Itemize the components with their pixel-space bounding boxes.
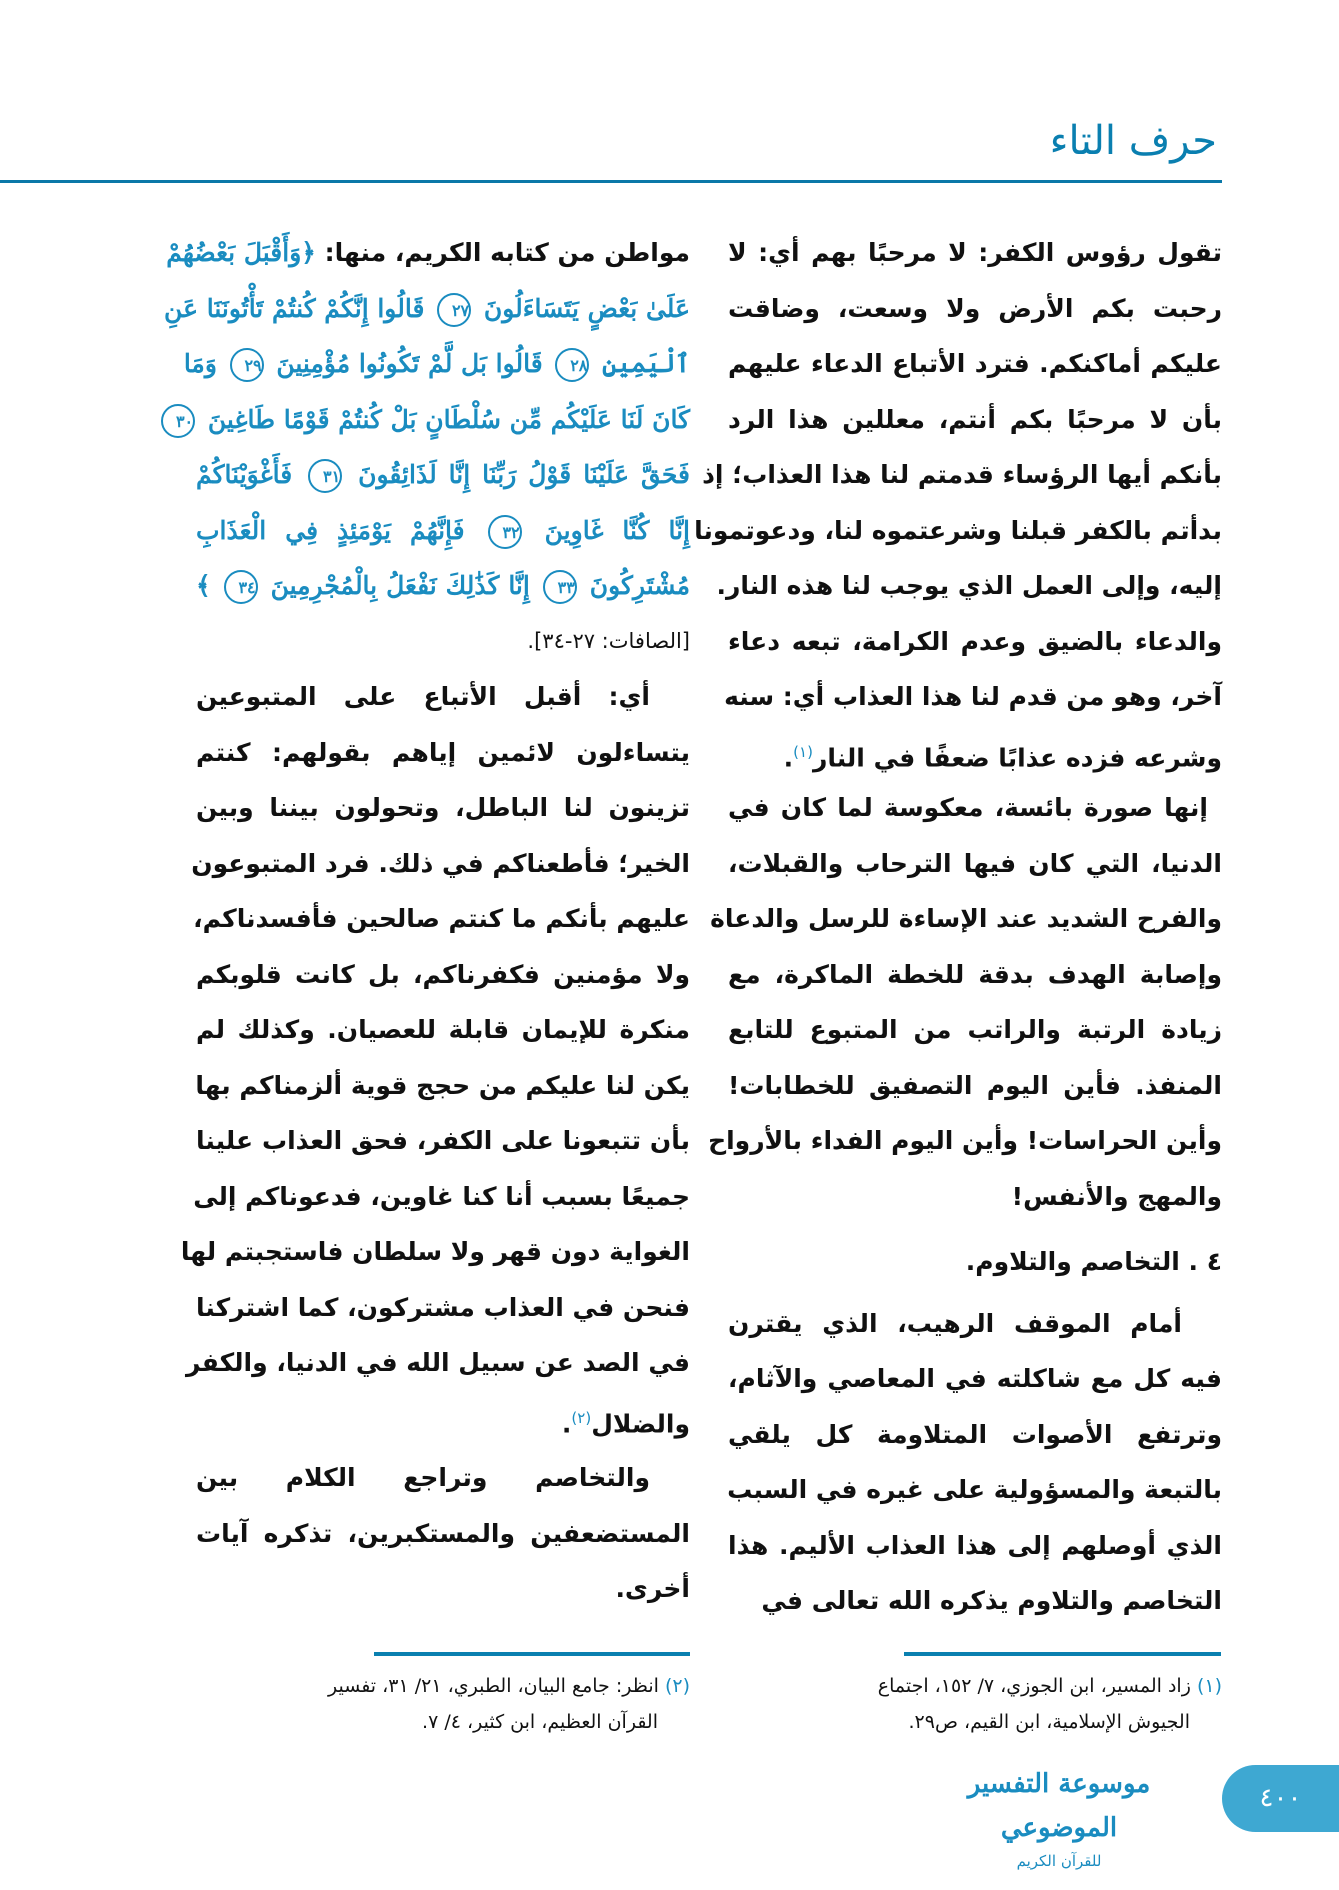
text-line (196, 1058, 690, 1114)
line-text: وشرعه فزده عذابًا ضعفًا في النار (812, 742, 1222, 772)
paragraph (708, 780, 1222, 1224)
text-line (702, 447, 1222, 503)
line-text: المستضعفين والمستكبرين، تذكره آيات (196, 1518, 690, 1548)
line-text: والتخاصم وتراجع الكلام بين (196, 1463, 650, 1492)
text-line (710, 891, 1222, 947)
line-text: تقول رؤوس الكفر: لا مرحبًا بهم أي: لا (728, 238, 1222, 267)
line-text: ولا مؤمنين فكفرناكم، بل كانت قلوبكم (196, 959, 690, 989)
text-line (694, 503, 1222, 559)
line-text: أخرى. (615, 1574, 690, 1603)
line-text: وترتفع الأصوات المتلاومة كل يلقي (728, 1419, 1222, 1449)
encyclopedia-logo (934, 1762, 1184, 1870)
text-line (191, 836, 690, 892)
text-line (196, 1002, 690, 1058)
paragraph (694, 225, 1222, 780)
line-text: أمام الموقف الرهيب، الذي يقترن (728, 1308, 1182, 1338)
verse-number-icon: ٣٠ (161, 404, 195, 438)
text-line (708, 1113, 1222, 1169)
text-line (196, 669, 690, 725)
quran-text: وَمَا (183, 349, 217, 378)
text-line (728, 836, 1222, 892)
verse-number-icon: ٣٢ (488, 515, 522, 549)
intro-text: مواطن من كتابه الكريم، منها: (315, 238, 690, 267)
line-text: وأين الحراسات! وأين اليوم الفداء بالأرواح (708, 1126, 1222, 1155)
line-text: عليهم بأنكم ما كنتم صالحين فأفسدناكم، (193, 904, 690, 933)
line-text: آخر، وهو من قدم لنا هذا العذاب أي: سنه (724, 682, 1222, 711)
text-line (728, 947, 1222, 1003)
line-text: رحبت بكم الأرض ولا وسعت، وضاقت (728, 293, 1222, 323)
text-line (196, 780, 690, 836)
text-line (196, 725, 690, 781)
text-line (716, 558, 1222, 614)
footnote-marker: (٢) (571, 1408, 592, 1427)
footnote-number: (١) (1196, 1675, 1222, 1697)
text-line (728, 1002, 1222, 1058)
quran-text: قَالُوا إِنَّكُمْ كُنتُمْ تَأْتُونَنَا عَنِ (164, 293, 425, 323)
line-text: والضلال (591, 1408, 690, 1438)
text-line (728, 614, 1222, 670)
footnote-divider (374, 1652, 690, 1656)
line-text: والفرح الشديد عند الإساءة للرسل والدعاة (710, 904, 1222, 933)
text-line (728, 1462, 1222, 1518)
verse-number-icon: ٣٤ (224, 570, 258, 604)
line-text: الغواية دون قهر ولا سلطان فاستجبتم لها (180, 1237, 690, 1266)
footnote-text: الجيوش الإسلامية، ابن القيم، ص٢٩. (908, 1711, 1190, 1733)
verse-number-icon: ٢٨ (555, 348, 589, 382)
line-text: والدعاء بالضيق وعدم الكرامة، تبعه دعاء (728, 626, 1222, 656)
text-line (728, 281, 1222, 337)
quran-text: مُشْتَرِكُونَ (589, 571, 690, 600)
text-line (728, 1407, 1222, 1463)
line-text: التخاصم والتلاوم يذكره الله تعالى في (761, 1586, 1222, 1615)
verse-number-icon: ٢٩ (230, 348, 264, 382)
text-line (728, 780, 1222, 836)
line-text: زيادة الرتبة والراتب من المتبوع للتابع (728, 1015, 1222, 1044)
quran-line (175, 392, 690, 448)
quran-text: ٱلْيَمِينِ (602, 349, 690, 378)
quran-text: قَالُوا بَل لَّمْ تَكُونُوا مُؤْمِنِينَ (276, 349, 543, 378)
quran-text: ﴾ (196, 571, 211, 600)
quran-text: فَحَقَّ عَلَيْنَا قَوْلُ رَبِّنَا إِنَّا لَذَائِقُونَ (358, 460, 690, 489)
text-line (724, 669, 1222, 725)
text-line (196, 1506, 690, 1562)
line-text: جميعًا بسبب أنا كنا غاوين، فدعوناكم إلى (193, 1181, 690, 1211)
line-text: والمهج والأنفس! (1011, 1181, 1222, 1211)
paragraph (180, 669, 690, 1446)
quran-line (196, 558, 690, 614)
quran-line (196, 503, 690, 559)
text-line (728, 1351, 1222, 1407)
right-column (694, 225, 1222, 1629)
punctuation: . (561, 1408, 572, 1438)
quran-line (196, 447, 690, 503)
footnote-divider (904, 1652, 1221, 1656)
quran-text: كَانَ لَنَا عَلَيْكُم مِّن سُلْطَانٍ بَلْ كُنتُمْ قَوْمًا طَاغِينَ (207, 404, 690, 434)
line-text: المنفذ. فأين اليوم التصفيق للخطابات! (728, 1070, 1222, 1100)
logo-subtitle: للقرآن الكريم (1016, 1852, 1102, 1870)
line-text: الذي أوصلهم إلى هذا العذاب الأليم. هذا (728, 1530, 1222, 1560)
text-line (728, 1518, 1222, 1574)
paragraph (728, 1296, 1222, 1629)
footnote-marker: (١) (793, 742, 813, 761)
text-line (728, 1296, 1222, 1352)
line-text: أي: أقبل الأتباع على المتبوعين (196, 682, 650, 711)
text-line (196, 1113, 690, 1169)
text-line (193, 1169, 690, 1225)
line-text: فنحن في العذاب مشتركون، كما اشتركنا (196, 1292, 690, 1322)
footnote-2 (190, 1668, 690, 1740)
line-text: في الصد عن سبيل الله في الدنيا، والكفر (186, 1348, 690, 1377)
quran-text: فَأَغْوَيْنَاكُمْ (196, 460, 293, 489)
line-text: وإصابة الهدف بدقة للخطة الماكرة، مع (728, 959, 1222, 989)
footnote-number: (٢) (664, 1675, 690, 1697)
verse-number-icon: ٢٧ (437, 293, 471, 327)
text-line (728, 1573, 1222, 1629)
line-text: يتساءلون لائمين إياهم بقولهم: كنتم (196, 737, 690, 767)
text-line (196, 1450, 690, 1506)
line-text: الخير؛ فأطعناكم في ذلك. فرد المتبوعون (191, 848, 690, 878)
quran-quote (164, 225, 690, 614)
verse-number-icon: ٣٣ (543, 570, 577, 604)
line-text: بدأتم بالكفر قبلنا وشرعتموه لنا، ودعوتمونا (694, 515, 1222, 545)
header-divider (0, 180, 1222, 183)
quran-line (183, 336, 690, 392)
quran-line (166, 225, 690, 281)
quran-text: إِنَّا كَذَٰلِكَ نَفْعَلُ بِالْمُجْرِمِينَ (270, 571, 530, 600)
quran-text: فَإِنَّهُمْ يَوْمَئِذٍ فِي الْعَذَابِ (196, 515, 465, 545)
text-line (196, 1391, 690, 1447)
text-line (186, 1335, 690, 1391)
line-text: الدنيا، التي كان فيها الترحاب والقبلات، (728, 848, 1222, 878)
text-line (196, 1561, 690, 1617)
section-heading: ٤ . التخاصم والتلاوم. (965, 1247, 1222, 1276)
line-text: بالتبعة والمسؤولية على غيره في السبب (727, 1475, 1222, 1504)
page-number: ٤٠٠ (1222, 1765, 1339, 1832)
line-text: يكن لنا عليكم من حجج قوية ألزمناكم بها (195, 1070, 690, 1100)
line-text: إليه، وإلى العمل الذي يوجب لنا هذه النار. (716, 571, 1222, 600)
footnote-text: زاد المسير، ابن الجوزي، ٧/ ١٥٢، اجتماع (877, 1675, 1191, 1697)
text-line (728, 1169, 1222, 1225)
text-line (196, 947, 690, 1003)
line-text: إنها صورة بائسة، معكوسة لما كان في (728, 793, 1208, 822)
line-text: عليكم أماكنكم. فترد الأتباع الدعاء عليهم (728, 349, 1222, 378)
footnote-text: انظر: جامع البيان، الطبري، ٢١/ ٣١، تفسير (328, 1675, 659, 1697)
text-line (728, 392, 1222, 448)
punctuation: . (783, 742, 794, 772)
quran-line (164, 281, 690, 337)
text-line (728, 336, 1222, 392)
text-line (728, 225, 1222, 281)
text-line (193, 891, 690, 947)
quran-text: إِنَّا كُنَّا غَاوِينَ (544, 515, 690, 545)
verse-number-icon: ٣١ (308, 459, 342, 493)
logo-title: موسوعة التفسير الموضوعي (967, 1769, 1151, 1843)
line-text: تزينون لنا الباطل، وتحولون بيننا وبين (196, 793, 690, 822)
footnote-1 (722, 1668, 1222, 1740)
paragraph (196, 1450, 690, 1617)
text-line (728, 725, 1222, 781)
line-text: بأن تتبعونا على الكفر، فحق العذاب علينا (196, 1126, 690, 1155)
line-text: بأنكم أيها الرؤساء قدمتم لنا هذا العذاب؛ إذ (702, 460, 1222, 489)
quran-text: عَلَىٰ بَعْضٍ يَتَسَاءَلُونَ (483, 293, 690, 323)
text-line (180, 1224, 690, 1280)
chapter-title: حرف التاء (1049, 118, 1217, 164)
quran-text: ﴿وَأَقْبَلَ بَعْضُهُمْ (166, 238, 316, 267)
line-text: منكرة للإيمان قابلة للعصيان. وكذلك لم (196, 1015, 690, 1044)
footnote-text: القرآن العظيم، ابن كثير، ٤/ ٧. (422, 1711, 658, 1733)
left-column (164, 225, 690, 1617)
text-line (196, 1280, 690, 1336)
line-text: فيه كل مع شاكلته في المعاصي والآثام، (728, 1364, 1222, 1393)
quran-citation: [الصافات: ٢٧-٣٤]. (527, 628, 690, 653)
line-text: بأن لا مرحبًا بكم أنتم، معللين هذا الرد (728, 404, 1222, 434)
text-line (728, 1058, 1222, 1114)
